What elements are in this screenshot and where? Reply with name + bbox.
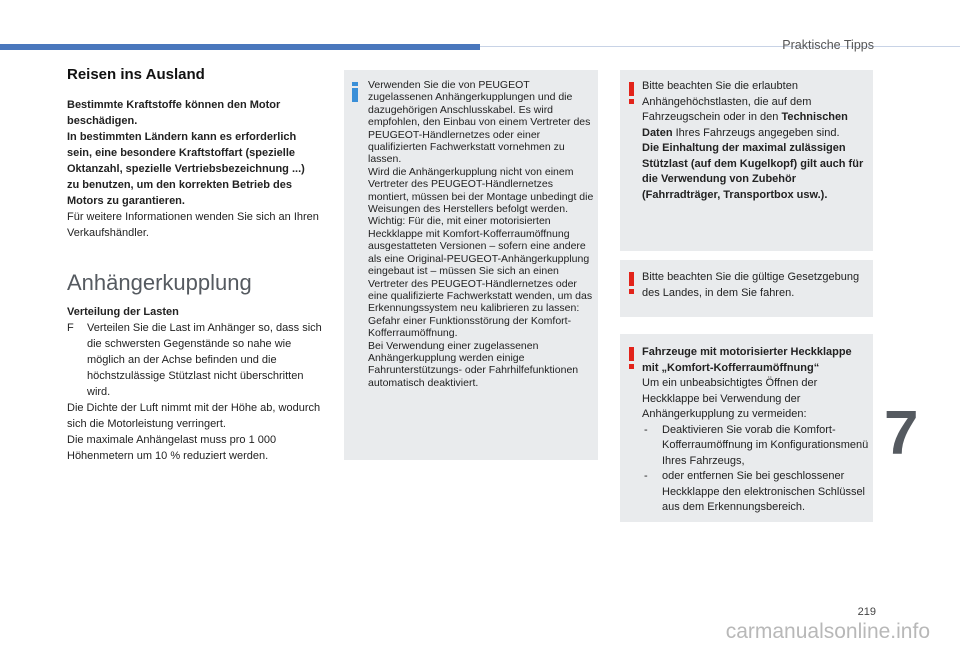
list-item bbox=[642, 469, 870, 516]
info-p4: Bei Verwendung einer zugelassenen Anhängerkupplung werden einige Fahrunterstützungs- oder Fahrhilfefunktionen automatisch deaktiviert. bbox=[368, 339, 579, 389]
luftdichte-text: Die Dichte der Luft nimmt mit der Höhe ab, wodurch sich die Motorleistung verringert. bbox=[67, 402, 321, 430]
warning-1-part3: Ihres Fahrzeugs angegeben sind. bbox=[672, 126, 840, 139]
list-item-text: oder entfernen Sie bei geschlossener Heckklappe den elektronischen Schlüssel aus dem Erkennungsbereich. bbox=[662, 470, 866, 513]
list-item bbox=[642, 423, 870, 470]
warning-1-paragraph bbox=[642, 79, 870, 141]
info-p3: Wichtig: Für die, mit einer motorisierten Heckklappe mit Komfort-Kofferraumöffnung ausgestatteten Versionen – sofern eine andere als eine Original-PEUGEOT-Anhängerkupplung eingebaut ist – müssen Sie sich an einen Vertreter des PEUGEOT-Händlernetzes oder eine qualifizierte Fachwerkstatt wenden, um das Erkennungssystem neu kalibrieren zu lassen: Gefahr einer Funktionsstörung der Komfort-Kofferraumöffnung. bbox=[368, 215, 593, 340]
reisen-bold-text: Bestimmte Kraftstoffe können den Motor beschädigen. In bestimmten Ländern kann es erforderlich sein, eine besondere Kraftstoffart (spezielle Oktanzahl, spezielle Vertriebsbezeichnung ...) zu benutzen, um den korrekten Betrieb des Motors zu garantieren. bbox=[67, 99, 305, 207]
section-title: Praktische Tipps bbox=[782, 38, 874, 52]
header-rule bbox=[480, 46, 960, 47]
warning-1-part1: Bitte beachten Sie die erlaubten Anhängehöchstlasten, die auf dem Fahrzeugschein oder in den bbox=[642, 80, 812, 123]
warning-icon bbox=[627, 82, 637, 104]
reisen-section bbox=[67, 66, 319, 241]
header-accent-bar bbox=[0, 44, 480, 50]
bullet-item bbox=[67, 320, 329, 400]
bullet-text: Verteilen Sie die Last im Anhänger so, dass sich die schwersten Gegenstände so nahe wie möglich an der Achse befinden und die höchstzulässige Stützlast nicht überschritten wird. bbox=[87, 322, 322, 398]
lastverteilung-subtitle: Verteilung der Lasten bbox=[67, 306, 179, 318]
warning-3-text bbox=[642, 345, 870, 516]
warning-3-title: Fahrzeuge mit motorisierter Heckklappe mit „Komfort-Kofferraumöffnung“ bbox=[642, 346, 852, 374]
dash-symbol: - bbox=[644, 470, 648, 482]
technische-daten-ref: Technischen Daten bbox=[642, 111, 848, 139]
bullet-symbol: F bbox=[67, 322, 74, 334]
info-p2: Wird die Anhängerkupplung nicht von einem Vertreter des PEUGEOT-Händlernetzes montiert, müssen bei der Montage unbedingt die Weisungen des Herstellers befolgt werden. bbox=[368, 165, 594, 216]
warning-3-intro: Um ein unbeabsichtigtes Öffnen der Heckklappe bei Verwendung der Anhängerkupplung zu vermeiden: bbox=[642, 377, 818, 420]
warning-1-bold: Die Einhaltung der maximal zulässigen Stützlast (auf dem Kugelkopf) gilt auch für die Verwendung von Zubehör (Fahrradträger, Transportbox usw.). bbox=[642, 142, 864, 201]
page-number: 219 bbox=[857, 606, 876, 618]
info-box-text bbox=[368, 79, 596, 389]
anhaengerkupplung-heading: Anhängerkupplung bbox=[67, 270, 252, 295]
info-p1: Verwenden Sie die von PEUGEOT zugelassenen Anhängerkupplungen und die dazugehörigen Anschlusskabel. Es wird empfohlen, den Einbau von einem Vertreter des PEUGEOT-Händlernetzes oder einer qualifizierten Fachwerkstatt vornehmen zu lassen. bbox=[368, 79, 591, 166]
info-icon bbox=[350, 82, 360, 102]
watermark: carmanualsonline.info bbox=[725, 620, 930, 643]
dash-symbol: - bbox=[644, 423, 648, 436]
warning-1-text bbox=[642, 79, 870, 203]
lastverteilung-section bbox=[67, 304, 329, 464]
reisen-heading: Reisen ins Ausland bbox=[67, 66, 205, 83]
anhaengelast-text: Die maximale Anhängelast muss pro 1 000 Höhenmetern um 10 % reduziert werden. bbox=[67, 434, 277, 462]
reisen-text: Für weitere Informationen wenden Sie sich an Ihren Verkaufshändler. bbox=[67, 211, 319, 239]
warning-icon bbox=[627, 272, 637, 294]
warning-2-text: Bitte beachten Sie die gültige Gesetzgebung des Landes, in dem Sie fahren. bbox=[642, 271, 860, 299]
warning-icon bbox=[627, 347, 637, 369]
chapter-number: 7 bbox=[884, 399, 919, 468]
list-item-text: Deaktivieren Sie vorab die Komfort-Kofferraumöffnung im Konfigurationsmenü Ihres Fahrzeugs, bbox=[662, 423, 869, 467]
